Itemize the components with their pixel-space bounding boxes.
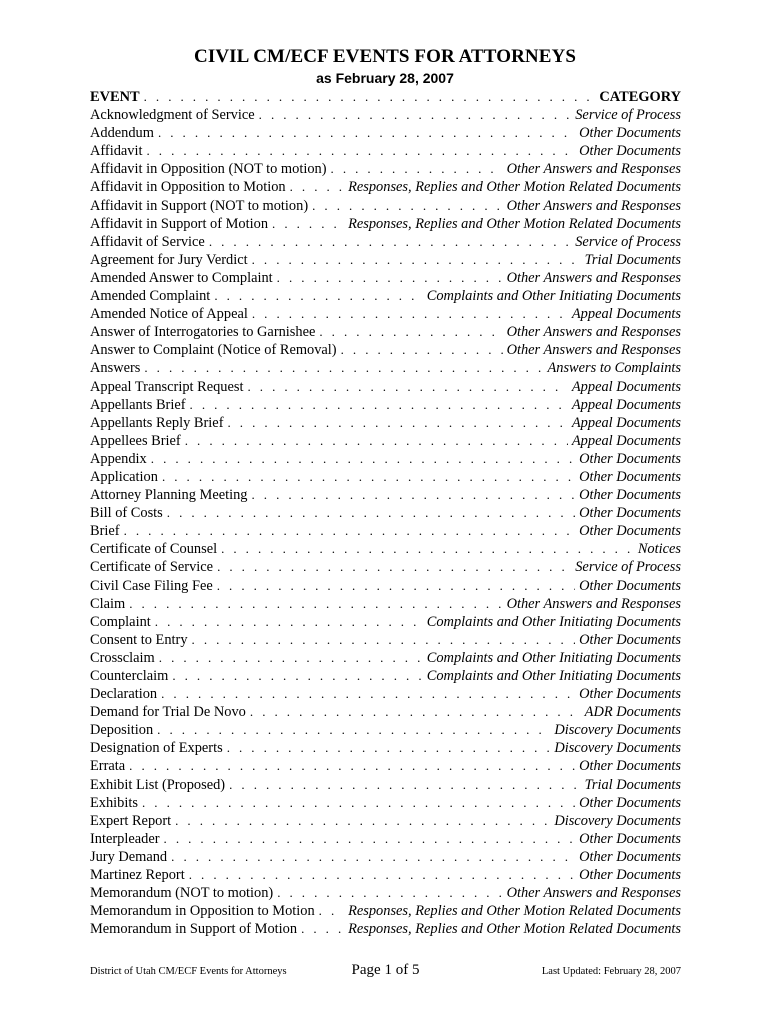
event-category: Other Documents (579, 450, 681, 467)
list-item (90, 178, 681, 196)
event-name: Appellees Brief (90, 432, 181, 449)
event-name: Acknowledgment of Service (90, 107, 255, 124)
list-item (90, 142, 681, 160)
list-item (90, 396, 681, 414)
events-list (90, 88, 681, 938)
event-category: Other Answers and Responses (506, 197, 681, 214)
list-item (90, 468, 681, 486)
list-item (90, 450, 681, 468)
dot-leader (272, 215, 344, 233)
dot-leader (164, 830, 576, 848)
event-name: Appeal Transcript Request (90, 378, 244, 395)
event-category: Discovery Documents (554, 722, 681, 739)
dot-leader (301, 920, 344, 938)
list-item (90, 522, 681, 540)
event-category: Other Documents (579, 487, 681, 504)
event-name: Attorney Planning Meeting (90, 487, 248, 504)
event-name: Answer of Interrogatories to Garnishee (90, 324, 316, 341)
event-category: Responses, Replies and Other Motion Related Documents (348, 215, 681, 232)
event-category: Discovery Documents (554, 812, 681, 829)
event-name: Amended Notice of Appeal (90, 306, 248, 323)
event-category: Responses, Replies and Other Motion Related Documents (348, 179, 681, 196)
event-name: Affidavit in Support (NOT to motion) (90, 197, 309, 214)
footer-updated-date: Last Updated: February 28, 2007 (541, 966, 681, 977)
event-name: Appellants Brief (90, 396, 186, 413)
footer-left-text: District of Utah CM/ECF Events for Attorneys (90, 966, 287, 977)
event-name: Claim (90, 595, 126, 612)
event-category: Complaints and Other Initiating Documents (426, 649, 681, 666)
event-category: Other Answers and Responses (506, 885, 681, 902)
list-item (90, 432, 681, 450)
dot-leader (144, 88, 596, 106)
dot-leader (331, 160, 503, 178)
event-category: Other Documents (579, 867, 681, 884)
dot-leader (251, 486, 575, 504)
dot-leader (259, 106, 572, 124)
list-item (90, 287, 681, 305)
event-name: Affidavit (90, 143, 143, 160)
dot-leader (129, 595, 502, 613)
event-name: Jury Demand (90, 848, 168, 865)
dot-leader (142, 794, 575, 812)
list-item (90, 251, 681, 269)
list-item (90, 323, 681, 341)
event-name: Memorandum (NOT to motion) (90, 885, 274, 902)
event-category: Complaints and Other Initiating Documents (426, 668, 681, 684)
event-category: Other Documents (579, 830, 681, 847)
list-item (90, 197, 681, 215)
list-item (90, 884, 681, 902)
event-category: Service of Process (575, 233, 681, 250)
dot-leader (229, 776, 581, 794)
event-category: Answers to Complaints (547, 360, 681, 377)
dot-leader (129, 757, 575, 775)
list-item (90, 920, 681, 938)
list-item (90, 613, 681, 631)
list-item (90, 486, 681, 504)
event-category: Other Answers and Responses (506, 595, 681, 612)
event-category: Other Documents (579, 758, 681, 775)
dot-leader (319, 902, 344, 920)
list-item (90, 106, 681, 124)
event-name: Agreement for Jury Verdict (90, 251, 248, 268)
list-item (90, 269, 681, 287)
dot-leader (217, 558, 571, 576)
document-title: CIVIL CM/ECF EVENTS FOR ATTORNEYS (194, 46, 576, 67)
event-category: Complaints and Other Initiating Documents (426, 613, 681, 630)
event-name: Complaint (90, 613, 151, 630)
header-category: CATEGORY (599, 89, 681, 105)
event-category: Appeal Documents (571, 432, 681, 449)
event-name: Answers (90, 360, 141, 377)
event-category: Notices (637, 541, 681, 558)
event-category: Other Documents (579, 848, 681, 865)
page-footer (90, 962, 681, 982)
dot-leader (185, 432, 568, 450)
event-category: Trial Documents (584, 776, 681, 793)
dot-leader (192, 631, 576, 649)
document-subtitle: as February 28, 2007 (316, 70, 454, 86)
event-category: Other Answers and Responses (506, 324, 681, 341)
list-item (90, 504, 681, 522)
event-category: Complaints and Other Initiating Documents (426, 288, 681, 305)
event-name: Certificate of Counsel (90, 541, 218, 558)
list-item (90, 595, 681, 613)
dot-leader (124, 522, 576, 540)
event-name: Counterclaim (90, 668, 169, 684)
event-name: Demand for Trial De Novo (90, 704, 246, 721)
dot-leader (228, 414, 568, 432)
list-item (90, 703, 681, 721)
dot-leader (171, 848, 575, 866)
dot-leader (151, 450, 575, 468)
dot-leader (167, 504, 575, 522)
event-category: Other Documents (579, 143, 681, 160)
event-category: Other Documents (579, 577, 681, 594)
event-name: Interpleader (90, 830, 160, 847)
event-category: Other Documents (579, 468, 681, 485)
list-item (90, 341, 681, 359)
dot-leader (277, 269, 503, 287)
event-name: Crossclaim (90, 649, 155, 666)
list-item (90, 414, 681, 432)
page-number: Page 1 of 5 (351, 962, 420, 978)
dot-leader (250, 703, 581, 721)
list-item (90, 233, 681, 251)
dot-leader (147, 142, 576, 160)
dot-leader (161, 685, 575, 703)
dot-leader (252, 251, 581, 269)
dot-leader (221, 540, 634, 558)
event-category: Other Documents (579, 631, 681, 648)
list-item (90, 830, 681, 848)
event-name: Martinez Report (90, 867, 185, 884)
dot-leader (159, 649, 423, 667)
event-category: ADR Documents (584, 704, 681, 721)
dot-leader (290, 178, 344, 196)
event-category: Appeal Documents (571, 396, 681, 413)
list-item (90, 794, 681, 812)
list-item (90, 902, 681, 920)
event-name: Designation of Experts (90, 740, 223, 757)
dot-leader (209, 233, 571, 251)
dot-leader (252, 305, 568, 323)
event-category: Trial Documents (584, 251, 681, 268)
event-category: Other Documents (579, 794, 681, 811)
dot-leader (172, 667, 422, 685)
event-category: Responses, Replies and Other Motion Related Documents (348, 921, 681, 938)
event-category: Appeal Documents (571, 414, 681, 431)
event-name: Deposition (90, 722, 154, 739)
dot-leader (162, 468, 575, 486)
list-item (90, 124, 681, 142)
event-name: Certificate of Service (90, 559, 214, 576)
event-rows (90, 106, 681, 938)
list-item (90, 577, 681, 595)
event-name: Brief (90, 523, 120, 540)
event-name: Addendum (90, 125, 154, 142)
event-category: Other Answers and Responses (506, 342, 681, 359)
list-item (90, 739, 681, 757)
event-name: Exhibits (90, 794, 138, 811)
dot-leader (158, 124, 575, 142)
event-name: Consent to Entry (90, 631, 188, 648)
event-category: Other Documents (579, 125, 681, 142)
event-name: Appellants Reply Brief (90, 414, 224, 431)
event-name: Expert Report (90, 812, 172, 829)
list-item (90, 378, 681, 396)
dot-leader (175, 812, 550, 830)
dot-leader (319, 323, 502, 341)
event-category: Responses, Replies and Other Motion Related Documents (348, 903, 681, 920)
list-item (90, 631, 681, 649)
dot-leader (227, 739, 551, 757)
event-category: Other Answers and Responses (506, 161, 681, 178)
dot-leader (190, 396, 568, 414)
event-category: Service of Process (575, 559, 681, 576)
dot-leader (217, 577, 575, 595)
list-item (90, 685, 681, 703)
list-item (90, 721, 681, 739)
event-name: Bill of Costs (90, 505, 163, 522)
event-name: Affidavit in Opposition (NOT to motion) (90, 161, 327, 178)
list-item (90, 540, 681, 558)
event-category: Other Documents (579, 505, 681, 522)
event-category: Discovery Documents (554, 740, 681, 757)
header-event: EVENT (90, 89, 140, 105)
list-item (90, 359, 681, 377)
event-name: Civil Case Filing Fee (90, 577, 213, 594)
list-item (90, 558, 681, 576)
event-name: Affidavit of Service (90, 233, 205, 250)
event-name: Amended Complaint (90, 288, 211, 305)
dot-leader (312, 197, 502, 215)
list-item (90, 667, 681, 685)
list-item (90, 757, 681, 775)
event-name: Declaration (90, 686, 158, 703)
event-name: Affidavit in Opposition to Motion (90, 179, 286, 196)
list-item (90, 649, 681, 667)
dot-leader (341, 341, 503, 359)
event-name: Answer to Complaint (Notice of Removal) (90, 342, 337, 359)
list-item (90, 160, 681, 178)
dot-leader (144, 359, 543, 377)
event-category: Other Documents (579, 523, 681, 540)
event-name: Application (90, 468, 158, 485)
event-category: Service of Process (575, 107, 681, 124)
event-name: Appendix (90, 450, 147, 467)
event-name: Affidavit in Support of Motion (90, 215, 269, 232)
list-item (90, 866, 681, 884)
event-name: Memorandum in Support of Motion (90, 921, 298, 938)
dot-leader (189, 866, 575, 884)
dot-leader (155, 613, 423, 631)
event-name: Exhibit List (Proposed) (90, 776, 226, 793)
dot-leader (247, 378, 567, 396)
list-header (90, 88, 681, 106)
list-item (90, 305, 681, 323)
dot-leader (214, 287, 422, 305)
dot-leader (277, 884, 502, 902)
event-category: Appeal Documents (571, 306, 681, 323)
dot-leader (157, 721, 550, 739)
event-category: Appeal Documents (571, 378, 681, 395)
list-item (90, 215, 681, 233)
list-item (90, 812, 681, 830)
event-name: Memorandum in Opposition to Motion (90, 903, 315, 920)
event-name: Amended Answer to Complaint (90, 269, 273, 286)
event-category: Other Answers and Responses (506, 269, 681, 286)
list-item (90, 776, 681, 794)
event-category: Other Documents (579, 686, 681, 703)
event-name: Errata (90, 758, 126, 775)
list-item (90, 848, 681, 866)
